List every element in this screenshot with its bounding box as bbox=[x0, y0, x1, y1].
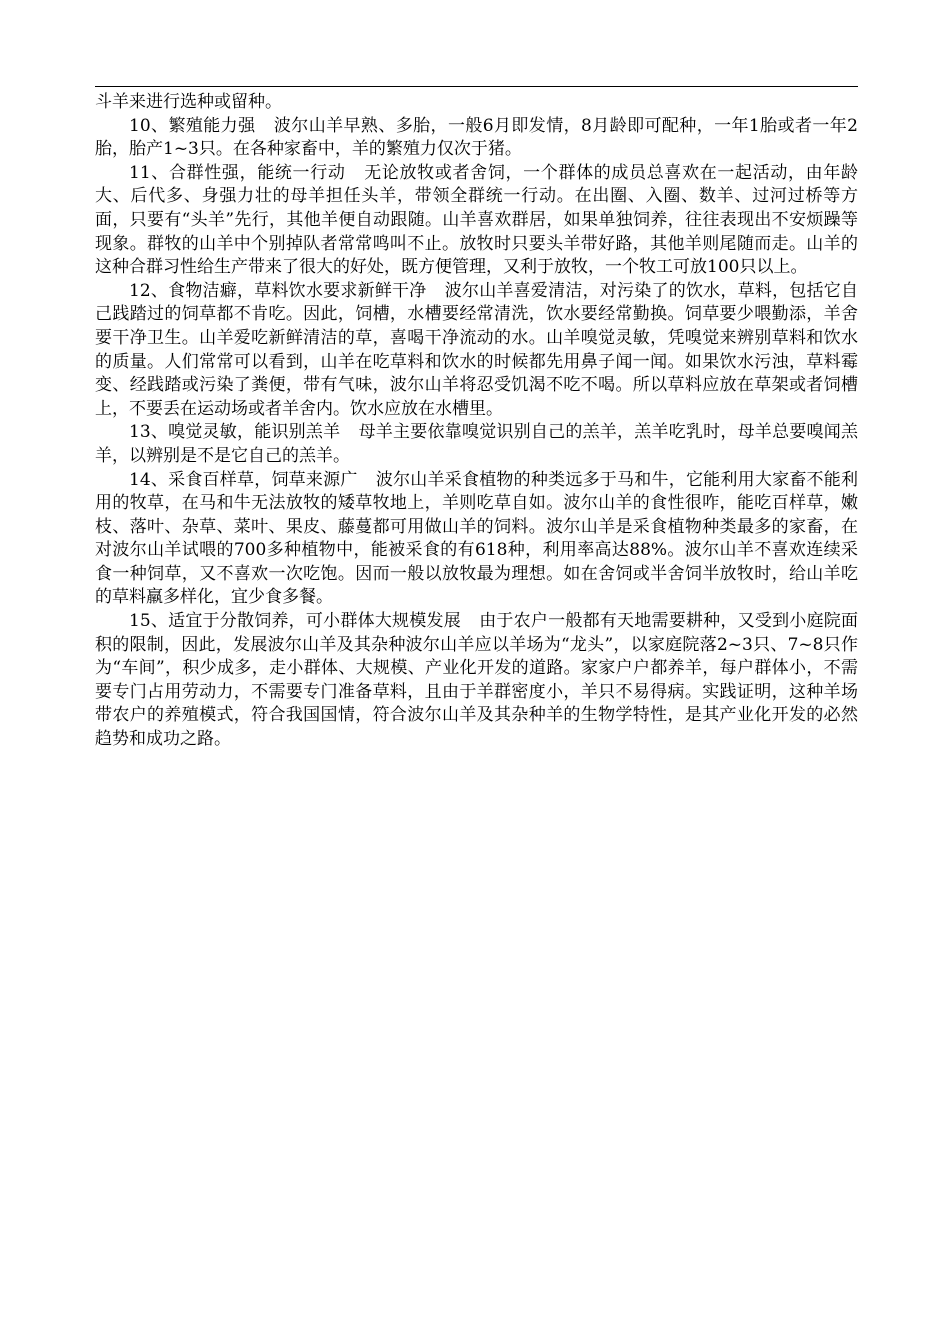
section-13-body: 母羊主要依靠嗅觉识别自己的羔羊，羔羊吃乳时，母羊总要嗅闻羔羊，以辨别是不是它自己的羔羊。 bbox=[95, 422, 858, 466]
section-10-body: 波尔山羊早熟、多胎，一般6月即发情，8月龄即可配种，一年1胎或者一年2胎，胎产1~3只。在各种家畜中，羊的繁殖力仅次于猪。 bbox=[95, 115, 858, 160]
continuation-paragraph: 斗羊来进行选种或留种。 bbox=[95, 92, 282, 112]
section-11-body: 无论放牧或者舍饲，一个群体的成员总喜欢在一起活动，由年龄大、后代多、身强力壮的母羊担任头羊，带领全群统一行动。在出圈、入圈、数羊、过河过桥等方面，只要有“头羊”先行，其他羊便自动跟随。山羊喜欢群居，如果单独饲养，往往表现出不安烦躁等现象。群牧的山羊中个别掉队者常常鸣叫不止。放牧时只要头羊带好路，其他羊则尾随而走。山羊的这种合群习性给生产带来了很大的好处，既方便管理，又利于放牧，一个牧工可放100只以上。 bbox=[95, 162, 858, 278]
section-14-body: 波尔山羊采食植物的种类远多于马和牛，它能利用大家畜不能利用的牧草，在马和牛无法放牧的矮草牧地上，羊则吃草自如。波尔山羊的食性很咋，能吃百样草，嫩枝、落叶、杂草、菜叶、果皮、藤蔓都可用做山羊的饲料。波尔山羊是采食植物种类最多的家畜，在对波尔山羊试喂的700多种植物中，能被采食的有618种，利用率高达88%。波尔山羊不喜欢连续采食一种饲草，又不喜欢一次吃饱。因而一般以放牧最为理想。如在舍饲或半舍饲半放牧时，给山羊吃的草料羸多样化，宜少食多餐。 bbox=[95, 469, 858, 608]
section-12-heading: 12、食物洁癖，草料饮水要求新鲜干净 bbox=[129, 280, 427, 301]
section-12 bbox=[95, 280, 858, 422]
section-15 bbox=[95, 610, 858, 752]
section-10 bbox=[95, 115, 858, 162]
header-rule bbox=[95, 86, 858, 87]
document-page bbox=[95, 86, 858, 752]
section-14 bbox=[95, 469, 858, 611]
section-15-heading: 15、适宜于分散饲养，可小群体大规模发展 bbox=[129, 611, 461, 632]
section-15-body: 由于农户一般都有天地需要耕种，又受到小庭院面积的限制，因此，发展波尔山羊及其杂种波尔山羊应以羊场为“龙头”，以家庭院落2~3只、7~8只作为“车间”，积少成多，走小群体、大规模、产业化开发的道路。家家户户都养羊，每户群体小，不需要专门占用劳动力，不需要专门准备草料，且由于羊群密度小，羊只不易得病。实践证明，这种羊场带农户的养殖模式，符合我国国情，符合波尔山羊及其杂种羊的生物学特性，是其产业化开发的必然趋势和成功之路。 bbox=[95, 611, 858, 750]
section-13 bbox=[95, 421, 858, 468]
section-12-body: 波尔山羊喜爱清洁，对污染了的饮水，草料，包括它自己践踏过的饲草都不肯吃。因此，饲槽，水槽要经常清洗，饮水要经常勤换。饲草要少喂勤添，羊舍要干净卫生。山羊爱吃新鲜清洁的草，喜喝干净流动的水。山羊嗅觉灵敏，凭嗅觉来辨别草料和饮水的质量。人们常常可以看到，山羊在吃草料和饮水的时候都先用鼻子闻一闻。如果饮水污浊，草料霉变、经践踏或污染了粪便，带有气味，波尔山羊将忍受饥渴不吃不喝。所以草料应放在草架或者饲槽上，不要丢在运动场或者羊舍内。饮水应放在水槽里。 bbox=[95, 280, 858, 419]
section-10-heading: 10、繁殖能力强 bbox=[129, 115, 256, 136]
section-14-heading: 14、采食百样草，饲草来源广 bbox=[129, 469, 358, 490]
section-13-heading: 13、嗅觉灵敏，能识别羔羊 bbox=[129, 422, 341, 443]
section-11-heading: 11、合群性强，能统一行动 bbox=[129, 162, 346, 183]
section-11 bbox=[95, 162, 858, 280]
